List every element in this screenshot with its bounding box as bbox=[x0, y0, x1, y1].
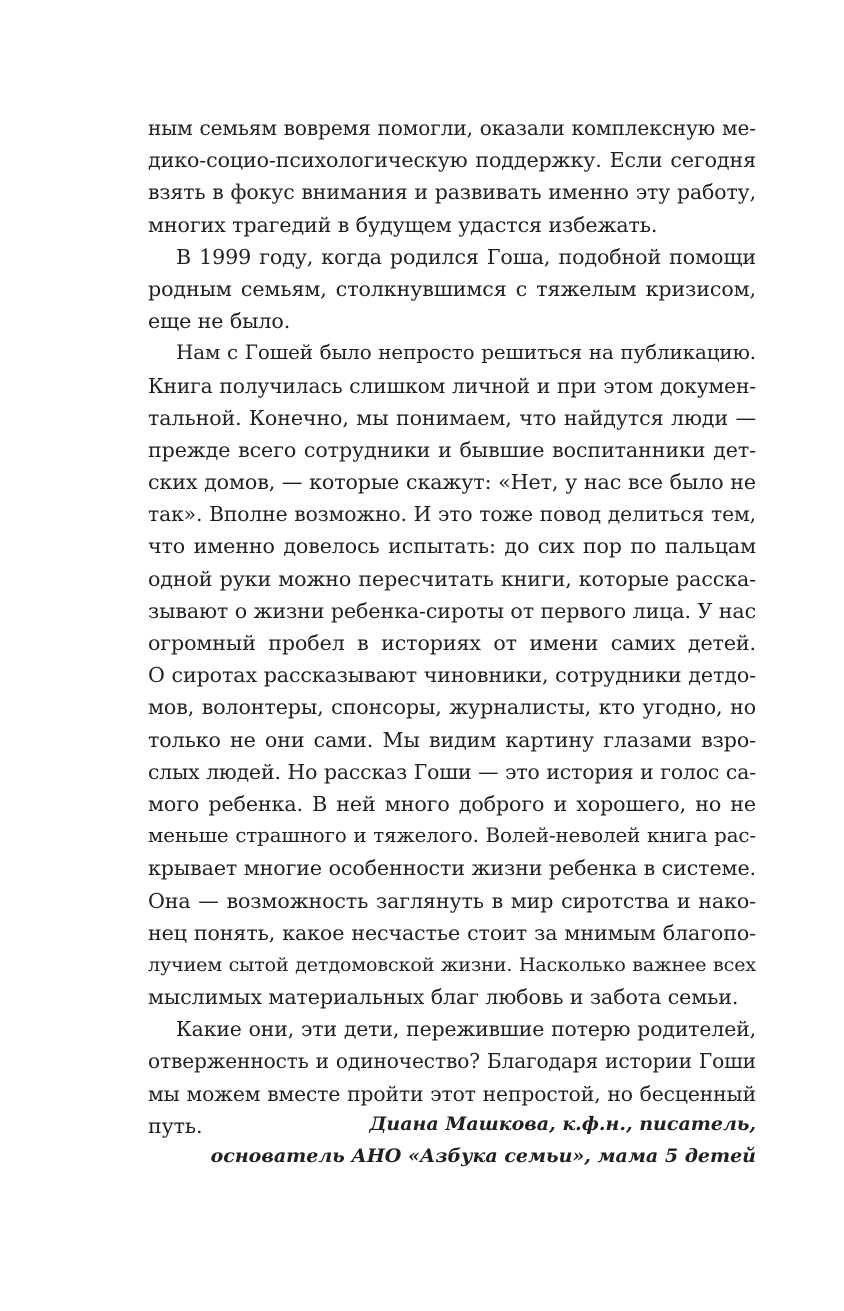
paragraph bbox=[148, 337, 756, 1013]
text-line: Книга получилась слишком личной и при этом докумен- bbox=[148, 373, 756, 398]
text-line: многих трагедий в будущем удастся избежать. bbox=[148, 212, 658, 237]
text-line: мов, волонтеры, спонсоры, журналисты, кто угодно, но bbox=[148, 695, 756, 720]
text-line: родным семьям, столкнувшимся с тяжелым кризисом, bbox=[148, 276, 756, 301]
paragraph bbox=[148, 241, 756, 338]
signature-line-name: Диана Машкова, к.ф.н., писатель, bbox=[369, 1113, 756, 1135]
text-line: слых людей. Но рассказ Гоши — это история и голос са- bbox=[148, 759, 756, 784]
text-line: нец понять, какое несчастье стоит за мнимым благопо- bbox=[148, 920, 756, 945]
text-line: В 1999 году, когда родился Гоша, подобной помощи bbox=[176, 244, 756, 269]
text-line: мыслимых материальных благ любовь и забота семьи. bbox=[148, 985, 739, 1010]
text-line: ным семьям вовремя помогли, оказали комплексную ме- bbox=[148, 116, 756, 140]
text-line: ских домов, — которые скажут: «Нет, у нас все было не bbox=[148, 470, 756, 495]
text-line: мого ребенка. В ней много доброго и хорошего, но не bbox=[148, 791, 756, 816]
text-line: путь. bbox=[148, 1113, 203, 1138]
text-line: мы можем вместе пройти этот непростой, но бесценный bbox=[148, 1081, 756, 1106]
text-line: еще не было. bbox=[148, 309, 291, 334]
text-line: дико-социо-психологическую поддержку. Если сегодня bbox=[148, 148, 756, 173]
text-line: Какие они, эти дети, пережившие потерю родителей, bbox=[176, 1017, 756, 1042]
text-line: Она — возможность заглянуть в мир сиротства и нако- bbox=[148, 888, 756, 913]
text-line: лучием сытой детдомовской жизни. Насколько важнее всех bbox=[148, 953, 756, 976]
text-line: крывает многие особенности жизни ребенка в системе. bbox=[148, 856, 756, 881]
text-line: так». Вполне возможно. И это тоже повод делиться тем, bbox=[148, 502, 756, 527]
text-line: прежде всего сотрудники и бывшие воспитанники дет- bbox=[148, 437, 756, 462]
signature-line-title: основатель АНО «Азбука семьи», мама 5 детей bbox=[210, 1145, 756, 1167]
text-line: тальной. Конечно, мы понимаем, что найдутся люди — bbox=[148, 405, 756, 430]
text-line: только не они сами. Мы видим картину глазами взро- bbox=[148, 727, 756, 752]
text-line: О сиротах рассказывают чиновники, сотрудники детдо- bbox=[148, 663, 756, 688]
text-line: что именно довелось испытать: до сих пор по пальцам bbox=[148, 534, 756, 559]
text-line: одной руки можно пересчитать книги, которые расска- bbox=[148, 566, 756, 591]
text-line: взять в фокус внимания и развивать именно эту работу, bbox=[148, 180, 756, 205]
book-page-text bbox=[148, 112, 756, 1142]
text-line: меньше страшного и тяжелого. Волей-неволей книга рас- bbox=[148, 824, 756, 848]
text-line: Нам с Гошей было непросто решиться на публикацию. bbox=[176, 341, 756, 365]
text-line: отверженность и одиночество? Благодаря истории Гоши bbox=[148, 1049, 756, 1074]
text-line: зывают о жизни ребенка-сироты от первого лица. У нас bbox=[148, 598, 756, 623]
paragraph bbox=[148, 112, 756, 241]
text-line: огромный пробел в историях от имени самих детей. bbox=[148, 631, 756, 655]
author-signature bbox=[148, 1108, 756, 1172]
